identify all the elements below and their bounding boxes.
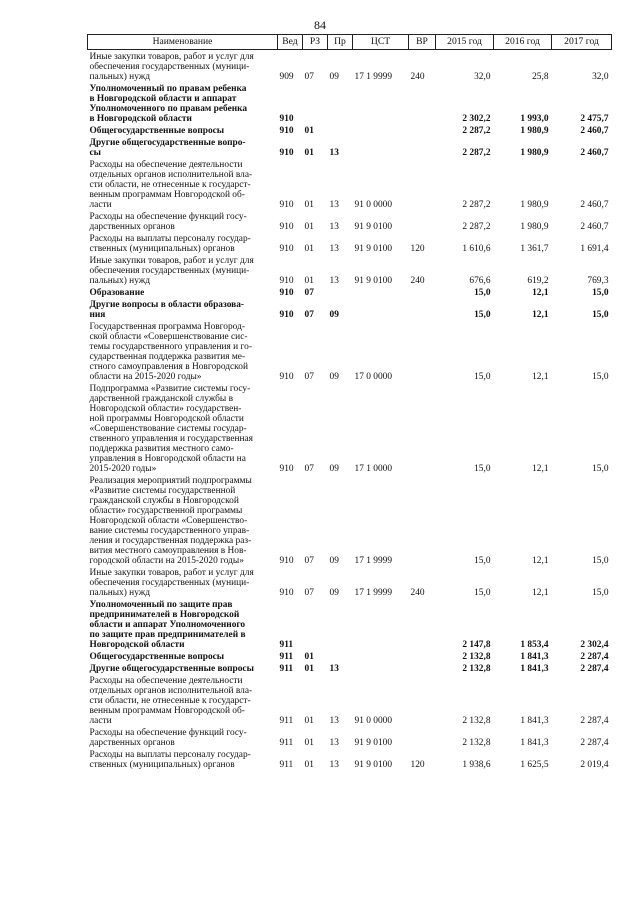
name-line: сти области, не отнесенные к государст-: [89, 180, 251, 190]
cell-2015: 15,0: [474, 288, 491, 298]
table-row: [88, 124, 612, 136]
name-line: Новгородской области: [89, 640, 185, 650]
name-line: в Новгородской области: [89, 114, 192, 124]
cell-name: [88, 474, 278, 566]
name-line: обеспечения государственных (муници-: [89, 578, 250, 588]
cell-ved: 911: [279, 760, 294, 770]
cell-cst: 91 9 0100: [354, 244, 392, 254]
cell-vr: [409, 320, 436, 382]
cell-cst: [353, 82, 409, 124]
cell-2017: 2 475,7: [580, 114, 609, 124]
name-line: Расходы на выплаты персоналу государ-: [89, 750, 251, 760]
cell-pr: 13: [329, 664, 339, 674]
cell-ved: 910: [279, 126, 294, 136]
cell-name: [88, 662, 278, 674]
cell-2016: 1 853,4: [520, 640, 549, 650]
cell-2015: 15,0: [474, 464, 491, 474]
table-row: [88, 136, 612, 158]
cell-pr: [328, 286, 353, 298]
table-header-row: [88, 35, 612, 50]
cell-ved: 910: [279, 276, 294, 286]
name-line: отдельных органов исполнительной вла-: [89, 686, 253, 696]
page-number: 84: [314, 18, 326, 32]
name-line: Иные закупки товаров, работ и услуг для: [89, 52, 254, 62]
name-line: Уполномоченного по правам ребенка: [89, 104, 248, 114]
cell-2016: 12,1: [532, 556, 549, 566]
cell-cst: 91 9 0100: [354, 222, 392, 232]
name-line: Иные закупки товаров, работ и услуг для: [89, 256, 254, 266]
name-line: ления и государственная поддержка раз-: [89, 536, 252, 546]
cell-ved: 910: [279, 464, 294, 474]
cell-2016: 1 841,3: [520, 664, 549, 674]
table-row: [88, 598, 612, 650]
cell-2017: 15,0: [592, 588, 609, 598]
name-line: «Совершенствование системы государ-: [89, 424, 247, 434]
table-row: [88, 210, 612, 232]
table-row: [88, 674, 612, 726]
name-line: поддержка развития местного само-: [89, 444, 234, 454]
cell-rz: [303, 82, 328, 124]
header-2016: 2016 год: [494, 35, 552, 50]
name-line: Другие общегосударственные вопро-: [89, 138, 246, 148]
header-rz: РЗ: [303, 35, 328, 50]
cell-name: [88, 254, 278, 286]
cell-2016: 12,1: [532, 372, 549, 382]
cell-vr: [409, 286, 436, 298]
name-line: вития местного самоуправления в Нов-: [89, 546, 247, 556]
cell-rz: 07: [304, 72, 314, 82]
table-row: [88, 662, 612, 674]
cell-pr: 09: [329, 72, 339, 82]
name-line: Новгородской области» государствен-: [89, 404, 242, 414]
name-line: области на 2015-2020 годы»: [89, 372, 202, 382]
cell-2015: 15,0: [474, 372, 491, 382]
cell-2017: 15,0: [592, 310, 609, 320]
cell-rz: 01: [304, 222, 314, 232]
cell-pr: 13: [329, 716, 339, 726]
cell-vr: [409, 298, 436, 320]
cell-name: [88, 650, 278, 662]
cell-pr: 13: [329, 244, 339, 254]
cell-vr: [409, 158, 436, 210]
cell-2017: 2 287,4: [580, 716, 609, 726]
cell-cst: 91 0 0000: [354, 716, 392, 726]
cell-pr: 09: [329, 372, 339, 382]
cell-ved: 910: [279, 114, 294, 124]
name-line: ственных (муниципальных) органов: [89, 244, 235, 254]
header-cst: ЦСТ: [353, 35, 409, 50]
cell-cst: 17 0 0000: [354, 372, 392, 382]
cell-name: [88, 566, 278, 598]
cell-2015: 1 938,6: [462, 760, 491, 770]
header-2017: 2017 год: [552, 35, 612, 50]
cell-2015: 2 287,2: [462, 200, 491, 210]
name-line: гражданской службы в Новгородской: [89, 496, 239, 506]
cell-ved: 910: [279, 244, 294, 254]
name-line: дарственных органов: [89, 738, 175, 748]
cell-rz: 01: [304, 664, 314, 674]
cell-2016: 1 980,9: [520, 200, 549, 210]
budget-table: [87, 34, 612, 770]
cell-cst: [353, 286, 409, 298]
name-line: управления в Новгородской области на: [89, 454, 246, 464]
cell-rz: 07: [304, 310, 314, 320]
cell-2017: 2 460,7: [580, 126, 609, 136]
table-row: [88, 254, 612, 286]
name-line: Общегосударственные вопросы: [89, 652, 225, 662]
cell-2017: 769,3: [587, 276, 609, 286]
cell-name: [88, 726, 278, 748]
name-line: ласти: [89, 716, 112, 726]
cell-name: [88, 82, 278, 124]
cell-2017: 15,0: [592, 464, 609, 474]
name-line: сударственная поддержка развития ме-: [89, 352, 246, 362]
cell-rz: [303, 598, 328, 650]
cell-vr: [409, 474, 436, 566]
cell-name: [88, 320, 278, 382]
cell-vr: [409, 662, 436, 674]
name-line: темы государственного управления и го-: [89, 342, 252, 352]
cell-2015: 1 610,6: [462, 244, 491, 254]
cell-rz: 01: [304, 126, 314, 136]
cell-rz: 01: [304, 738, 314, 748]
cell-cst: [353, 298, 409, 320]
name-line: Расходы на обеспечение функций госу-: [89, 212, 247, 222]
cell-name: [88, 382, 278, 474]
cell-rz: 07: [304, 556, 314, 566]
cell-2016: 1 841,3: [520, 716, 549, 726]
cell-rz: 01: [304, 244, 314, 254]
cell-pr: 09: [329, 464, 339, 474]
name-line: Реализация мероприятий подпрограммы: [89, 476, 252, 486]
cell-rz: 01: [304, 200, 314, 210]
cell-pr: [328, 124, 353, 136]
cell-ved: 910: [279, 222, 294, 232]
cell-ved: 911: [279, 738, 294, 748]
cell-2016: 1 993,0: [520, 114, 549, 124]
cell-name: [88, 50, 278, 83]
name-line: Расходы на обеспечение функций госу-: [89, 728, 247, 738]
cell-vr: 120: [410, 244, 425, 254]
name-line: Расходы на выплаты персоналу государ-: [89, 234, 251, 244]
cell-2016: 1 361,7: [520, 244, 549, 254]
cell-ved: 910: [279, 372, 294, 382]
name-line: Иные закупки товаров, работ и услуг для: [89, 568, 254, 578]
cell-rz: 01: [304, 760, 314, 770]
cell-2015: 2 287,2: [462, 148, 491, 158]
cell-cst: [353, 136, 409, 158]
name-line: отдельных органов исполнительной вла-: [89, 170, 253, 180]
cell-2015: 676,6: [469, 276, 491, 286]
cell-2017: 15,0: [592, 288, 609, 298]
cell-vr: [409, 650, 436, 662]
cell-cst: 17 1 9999: [354, 588, 392, 598]
cell-vr: 240: [410, 588, 425, 598]
cell-2017: 32,0: [592, 72, 609, 82]
cell-2015: 2 132,8: [462, 716, 491, 726]
name-line: «Развитие системы государственной: [89, 486, 236, 496]
cell-pr: 13: [329, 738, 339, 748]
table-row: [88, 474, 612, 566]
cell-ved: 911: [279, 716, 294, 726]
cell-2017: 2 302,4: [580, 640, 609, 650]
cell-rz: 07: [304, 588, 314, 598]
cell-2015: 32,0: [474, 72, 491, 82]
header-pr: Пр: [328, 35, 353, 50]
cell-2015: 2 132,8: [462, 652, 491, 662]
name-line: венным программам Новгородской об-: [89, 190, 245, 200]
cell-2017: 2 287,4: [580, 738, 609, 748]
cell-2016: 1 841,3: [520, 738, 549, 748]
name-line: Уполномоченный по правам ребенка: [89, 84, 247, 94]
cell-rz: 07: [304, 372, 314, 382]
name-line: Государственная программа Новгород-: [89, 322, 245, 332]
name-line: Общегосударственные вопросы: [89, 126, 225, 136]
cell-cst: [353, 650, 409, 662]
cell-name: [88, 674, 278, 726]
cell-name: [88, 158, 278, 210]
table-row: [88, 232, 612, 254]
cell-2015: 2 132,8: [462, 664, 491, 674]
cell-2017: 2 287,4: [580, 664, 609, 674]
cell-cst: 17 1 9999: [354, 72, 392, 82]
cell-rz: 07: [304, 288, 314, 298]
cell-2017: 2 460,7: [580, 222, 609, 232]
cell-2016: 619,2: [527, 276, 549, 286]
cell-2015: 15,0: [474, 556, 491, 566]
name-line: Другие вопросы в области образова-: [89, 300, 245, 310]
table-row: [88, 566, 612, 598]
cell-2016: 1 841,3: [520, 652, 549, 662]
cell-2016: 1 980,9: [520, 126, 549, 136]
cell-vr: [409, 382, 436, 474]
name-line: обеспечения государственных (муници-: [89, 62, 250, 72]
cell-rz: 01: [304, 652, 314, 662]
name-line: дарственных органов: [89, 222, 175, 232]
cell-pr: [328, 598, 353, 650]
cell-pr: 09: [329, 310, 339, 320]
cell-2017: 2 287,4: [580, 652, 609, 662]
cell-2015: 2 287,2: [462, 222, 491, 232]
cell-2017: 2 460,7: [580, 200, 609, 210]
header-ved: Вед: [278, 35, 303, 50]
cell-cst: [353, 124, 409, 136]
cell-2016: 12,1: [532, 464, 549, 474]
table-row: [88, 158, 612, 210]
name-line: обеспечения государственных (муници-: [89, 266, 250, 276]
cell-vr: [409, 136, 436, 158]
cell-rz: 07: [304, 464, 314, 474]
cell-pr: 09: [329, 588, 339, 598]
cell-cst: 91 9 0100: [354, 760, 392, 770]
cell-vr: [409, 82, 436, 124]
cell-ved: 911: [279, 640, 294, 650]
name-line: Уполномоченный по защите прав: [89, 600, 233, 610]
name-line: области» государственной программы: [89, 506, 243, 516]
name-line: венным программам Новгородской об-: [89, 706, 245, 716]
cell-pr: 13: [329, 760, 339, 770]
name-line: Другие общегосударственные вопросы: [89, 664, 254, 674]
table-row: [88, 320, 612, 382]
header-vr: ВР: [409, 35, 436, 50]
name-line: 2015-2020 годы»: [89, 464, 157, 474]
name-line: в Новгородской области и аппарат: [89, 94, 237, 104]
name-line: предпринимателей в Новгородской: [89, 610, 240, 620]
cell-vr: [409, 674, 436, 726]
table-row: [88, 650, 612, 662]
cell-2016: 12,1: [532, 288, 549, 298]
cell-rz: 01: [304, 148, 314, 158]
cell-2015: 15,0: [474, 588, 491, 598]
cell-ved: 910: [279, 148, 294, 158]
cell-pr: 13: [329, 200, 339, 210]
cell-cst: 17 1 9999: [354, 556, 392, 566]
name-line: ласти: [89, 200, 112, 210]
name-line: сы: [89, 148, 101, 158]
name-line: ния: [89, 310, 106, 320]
table-row: [88, 726, 612, 748]
name-line: пальных) нужд: [89, 276, 151, 286]
cell-cst: [353, 598, 409, 650]
cell-pr: [328, 650, 353, 662]
cell-ved: 909: [279, 72, 294, 82]
name-line: области и аппарат Уполномоченного: [89, 620, 246, 630]
name-line: пальных) нужд: [89, 72, 151, 82]
cell-cst: 91 0 0000: [354, 200, 392, 210]
cell-cst: 91 9 0100: [354, 276, 392, 286]
cell-2015: 15,0: [474, 310, 491, 320]
cell-rz: 01: [304, 716, 314, 726]
cell-name: [88, 598, 278, 650]
cell-2017: 2 019,4: [580, 760, 609, 770]
cell-2015: 2 287,2: [462, 126, 491, 136]
name-line: пальных) нужд: [89, 588, 151, 598]
cell-vr: [409, 726, 436, 748]
name-line: ской области «Совершенствование сис-: [89, 332, 248, 342]
cell-vr: 120: [410, 760, 425, 770]
cell-2017: 2 460,7: [580, 148, 609, 158]
cell-pr: 09: [329, 556, 339, 566]
cell-name: [88, 232, 278, 254]
cell-ved: 910: [279, 556, 294, 566]
name-line: вание системы государственного управ-: [89, 526, 250, 536]
cell-2016: 25,8: [532, 72, 549, 82]
table-row: [88, 748, 612, 770]
name-line: ной программы Новгородской области: [89, 414, 244, 424]
name-line: городской области на 2015-2020 годы»: [89, 556, 244, 566]
cell-2015: 2 132,8: [462, 738, 491, 748]
table-row: [88, 50, 612, 83]
name-line: Расходы на обеспечение деятельности: [89, 160, 243, 170]
cell-2016: 1 625,5: [520, 760, 549, 770]
cell-cst: [353, 662, 409, 674]
cell-name: [88, 210, 278, 232]
table-body: [88, 50, 612, 771]
header-2015: 2015 год: [436, 35, 494, 50]
cell-ved: 911: [279, 664, 294, 674]
name-line: Расходы на обеспечение деятельности: [89, 676, 243, 686]
cell-name: [88, 298, 278, 320]
cell-vr: 240: [410, 276, 425, 286]
cell-pr: 13: [329, 148, 339, 158]
table-row: [88, 298, 612, 320]
cell-cst: 91 9 0100: [354, 738, 392, 748]
cell-vr: [409, 124, 436, 136]
cell-2016: 12,1: [532, 310, 549, 320]
cell-name: [88, 748, 278, 770]
cell-2016: 1 980,9: [520, 148, 549, 158]
cell-2016: 1 980,9: [520, 222, 549, 232]
cell-pr: [328, 82, 353, 124]
cell-2017: 15,0: [592, 372, 609, 382]
table-row: [88, 82, 612, 124]
cell-ved: 910: [279, 588, 294, 598]
name-line: стного самоуправления в Новгородской: [89, 362, 248, 372]
name-line: Новгородской области «Совершенство-: [89, 516, 248, 526]
cell-2015: 2 147,8: [462, 640, 491, 650]
cell-vr: 240: [410, 72, 425, 82]
cell-pr: 13: [329, 276, 339, 286]
table-row: [88, 382, 612, 474]
cell-ved: 911: [279, 652, 294, 662]
header-name: Наименование: [88, 35, 278, 50]
name-line: дарственной гражданской службы в: [89, 394, 233, 404]
cell-vr: [409, 210, 436, 232]
cell-rz: 01: [304, 276, 314, 286]
cell-2017: 1 691,4: [580, 244, 609, 254]
cell-ved: 910: [279, 200, 294, 210]
cell-2016: 12,1: [532, 588, 549, 598]
cell-name: [88, 124, 278, 136]
cell-name: [88, 136, 278, 158]
cell-name: [88, 286, 278, 298]
cell-2015: 2 302,2: [462, 114, 491, 124]
cell-ved: 910: [279, 310, 294, 320]
name-line: Подпрограмма «Развитие системы госу-: [89, 384, 251, 394]
cell-2017: 15,0: [592, 556, 609, 566]
cell-ved: 910: [279, 288, 294, 298]
cell-pr: 13: [329, 222, 339, 232]
name-line: ственных (муниципальных) органов: [89, 760, 235, 770]
cell-vr: [409, 598, 436, 650]
name-line: ственного управления и государственная: [89, 434, 253, 444]
name-line: сти области, не отнесенные к государст-: [89, 696, 251, 706]
name-line: Образование: [89, 288, 145, 298]
cell-cst: 17 1 0000: [354, 464, 392, 474]
name-line: по защите прав предпринимателей в: [89, 630, 246, 640]
table-row: [88, 286, 612, 298]
